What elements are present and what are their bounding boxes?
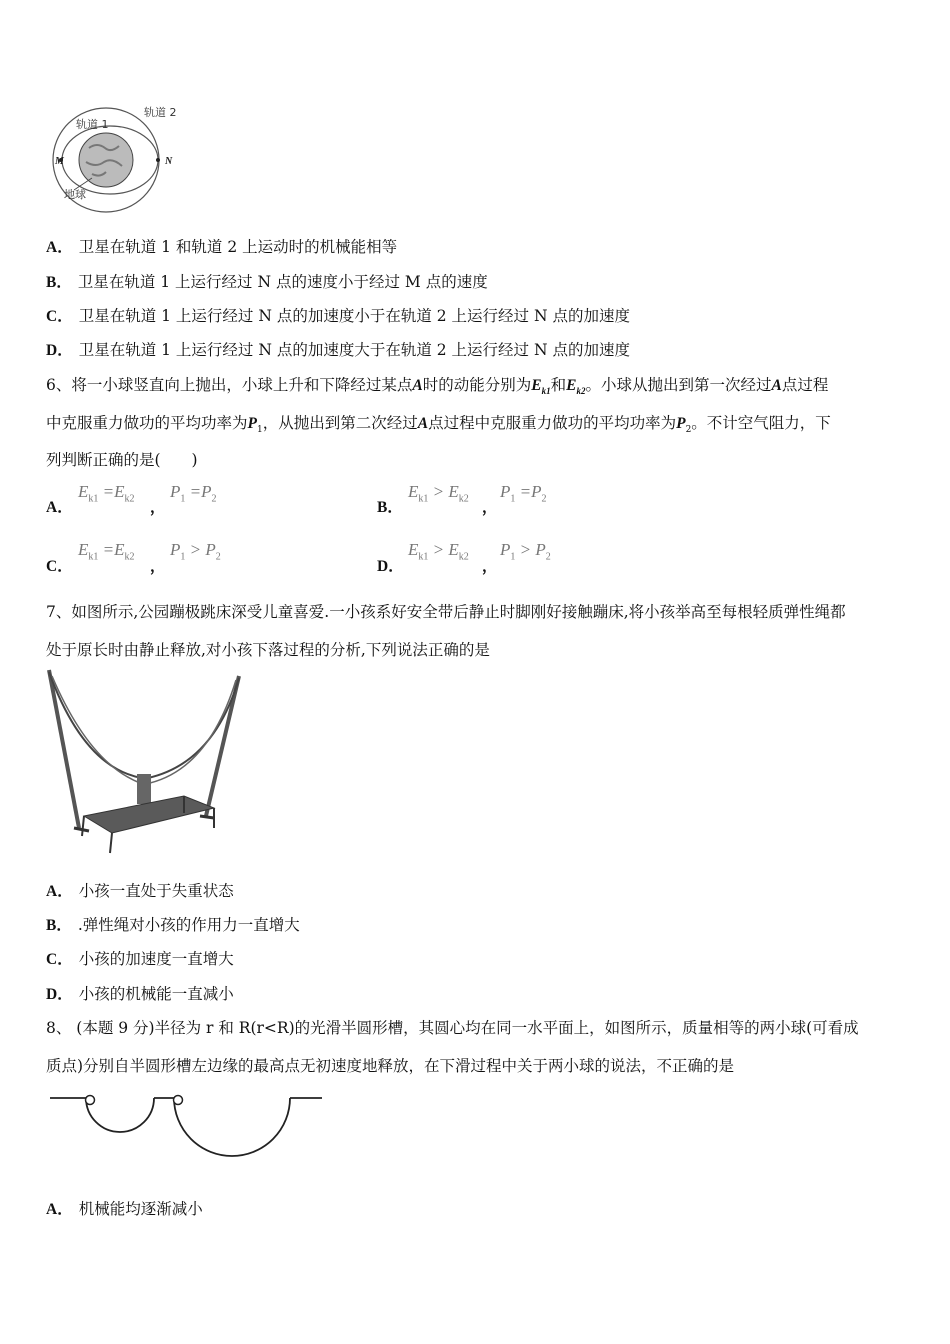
subscript: 1: [510, 551, 516, 563]
p-symbol: P: [500, 482, 511, 501]
subscript: k1: [88, 493, 99, 505]
small-groove: [86, 1098, 154, 1132]
base-left: [74, 828, 89, 831]
subscript: k2: [458, 493, 469, 505]
option-text: 小孩的加速度一直增大: [78, 950, 234, 968]
large-groove: [174, 1098, 290, 1156]
option-text: 小孩的机械能一直减小: [78, 985, 234, 1003]
option-text: 卫星在轨道 1 上运行经过 N 点的加速度大于在轨道 2 上运行经过 N 点的加速度: [78, 341, 630, 359]
ek2-symbol: E: [566, 377, 577, 394]
left-pole: [49, 670, 79, 828]
option-letter: A．: [46, 883, 73, 900]
option-letter: A．: [46, 239, 73, 256]
comma: ，: [482, 498, 498, 516]
subscript: 2: [545, 551, 551, 563]
q8-option-a: [46, 1197, 203, 1219]
subscript: 1: [180, 551, 186, 563]
q5-option-a: [46, 235, 397, 257]
grooves-figure: [50, 1088, 325, 1163]
trampoline-figure: [44, 668, 244, 863]
q6-option-c-label: C．: [46, 558, 73, 575]
q6-option-b-label: B．: [377, 499, 403, 516]
e-symbol: E: [114, 482, 125, 501]
orbit1-label: 轨道 1: [76, 118, 109, 131]
p-symbol: P: [205, 540, 216, 559]
option-letter: B．: [46, 274, 72, 291]
option-text: 卫星在轨道 1 上运行经过 N 点的速度小于经过 M 点的速度: [77, 273, 488, 291]
option-letter: C．: [46, 308, 73, 325]
q5-option-b: [46, 270, 488, 292]
p-symbol: P: [170, 482, 181, 501]
ek2-subscript: k2: [576, 386, 586, 397]
subscript: k1: [418, 493, 429, 505]
left-bungee-cord: [49, 672, 142, 778]
point-a: A: [412, 377, 423, 394]
e-symbol: E: [448, 540, 459, 559]
relation: =: [102, 540, 115, 559]
e-symbol: E: [78, 482, 89, 501]
point-n-dot: [156, 158, 160, 162]
q6-stem-line3: 列判断正确的是( ): [46, 451, 198, 469]
p-symbol: P: [201, 482, 212, 501]
subscript: k2: [124, 493, 135, 505]
p-symbol: P: [170, 540, 181, 559]
p-symbol: P: [531, 482, 542, 501]
orbit-figure: [44, 100, 184, 215]
base-right: [200, 816, 214, 818]
right-bungee-cord-2: [150, 680, 236, 783]
q7-stem-line1: 7、如图所示,公园蹦极跳床深受儿童喜爱.一小孩系好安全带后静止时脚刚好接触蹦床,将小孩举高至每根轻质弹性绳都: [46, 603, 846, 621]
option-text: 小孩一直处于失重状态: [78, 882, 234, 900]
q6-option-c-formula2: [170, 540, 221, 562]
subscript: k1: [418, 551, 429, 563]
q8-stem-line1: 8、 (本题 9 分)半径为 r 和 R(r<R)的光滑半圆形槽，其圆心均在同一水平面上，如图所示，质量相等的两小球(可看成: [46, 1019, 859, 1037]
comma: ，: [150, 557, 166, 575]
option-text: .弹性绳对小孩的作用力一直增大: [77, 916, 300, 934]
subscript: 1: [180, 493, 186, 505]
e-symbol: E: [78, 540, 89, 559]
q6-option-d-label: D．: [377, 558, 404, 575]
relation: =: [102, 482, 115, 501]
subscript: 2: [211, 493, 217, 505]
p1-subscript: 1: [256, 425, 263, 436]
left-bungee-cord-2: [52, 676, 140, 783]
option-letter: C．: [46, 951, 73, 968]
p2-subscript: 2: [685, 425, 692, 436]
relation: >: [519, 540, 532, 559]
option-letter: B．: [46, 917, 72, 934]
subscript: k2: [458, 551, 469, 563]
option-text: 机械能均逐渐减小: [78, 1200, 203, 1218]
subscript: 2: [215, 551, 221, 563]
stem-text: 将一小球竖直向上抛出，小球上升和下降经过某点: [71, 376, 413, 394]
leg: [110, 833, 112, 853]
relation: >: [432, 482, 445, 501]
q7-option-a: [46, 879, 234, 901]
stem-text: 点过程中克服重力做功的平均功率为: [428, 414, 677, 432]
q7-option-c: [46, 947, 234, 969]
ek1-symbol: E: [531, 377, 542, 394]
relation: =: [189, 482, 202, 501]
subscript: 2: [541, 493, 547, 505]
right-pole: [206, 676, 239, 816]
point-a: A: [417, 415, 429, 432]
option-letter: D．: [46, 342, 73, 359]
relation: >: [189, 540, 202, 559]
stem-text: 。小球从抛出到第一次经过: [585, 376, 772, 394]
q7-option-d: [46, 982, 234, 1004]
comma: ，: [150, 498, 166, 516]
option-text: 卫星在轨道 1 上运行经过 N 点的加速度小于在轨道 2 上运行经过 N 点的加速度: [78, 307, 630, 325]
q6-option-d-formula2: [500, 540, 551, 562]
e-symbol: E: [448, 482, 459, 501]
ek1-subscript: k1: [541, 386, 551, 397]
earth-label: 地球: [64, 188, 86, 201]
q7-stem-line2: 处于原长时由静止释放,对小孩下落过程的分析,下列说法正确的是: [46, 641, 490, 659]
e-symbol: E: [408, 482, 419, 501]
q6-option-b-formula1: [408, 482, 469, 504]
q6-stem-line1: [46, 373, 828, 396]
large-ball: [174, 1096, 183, 1105]
stem-text: 点过程: [781, 376, 829, 394]
comma: ，: [482, 557, 498, 575]
stem-text: 时的动能分别为: [422, 376, 532, 394]
q5-option-c: [46, 304, 630, 326]
q6-option-b-formula2: [500, 482, 547, 504]
q6-option-a-label: A．: [46, 499, 73, 516]
subscript: k1: [88, 551, 99, 563]
point-a: A: [771, 377, 782, 394]
question-number: 6、: [46, 376, 72, 394]
q6-stem-line2: [46, 411, 831, 435]
subscript: 1: [510, 493, 516, 505]
stem-text: 和: [550, 376, 567, 394]
p-symbol: P: [535, 540, 546, 559]
m-label: M: [55, 156, 64, 167]
stem-text: 中克服重力做功的平均功率为: [46, 414, 248, 432]
subscript: k2: [124, 551, 135, 563]
q6-option-a-formula2: [170, 482, 217, 504]
e-symbol: E: [408, 540, 419, 559]
relation: =: [519, 482, 532, 501]
harness: [137, 774, 151, 804]
option-text: 卫星在轨道 1 和轨道 2 上运动时的机械能相等: [78, 238, 398, 256]
q5-option-d: [46, 338, 630, 360]
option-letter: A．: [46, 1201, 73, 1218]
p1-symbol: P: [247, 415, 257, 432]
q8-stem-line2: 质点)分别自半圆形槽左边缘的最高点无初速度地释放，在下滑过程中关于两小球的说法，不正确的是: [46, 1057, 735, 1075]
small-ball: [86, 1096, 95, 1105]
e-symbol: E: [114, 540, 125, 559]
p2-symbol: P: [676, 415, 686, 432]
q6-option-c-formula1: [78, 540, 135, 562]
q6-option-d-formula1: [408, 540, 469, 562]
orbit2-label: 轨道 2: [144, 106, 177, 119]
q7-option-b: [46, 913, 300, 935]
leg: [82, 816, 84, 836]
option-letter: D．: [46, 986, 73, 1003]
stem-text: 。不计空气阻力，下: [691, 414, 831, 432]
relation: >: [432, 540, 445, 559]
stem-text: ，从抛出到第二次经过: [262, 414, 418, 432]
n-label: N: [165, 156, 173, 167]
p-symbol: P: [500, 540, 511, 559]
q6-option-a-formula1: [78, 482, 135, 504]
